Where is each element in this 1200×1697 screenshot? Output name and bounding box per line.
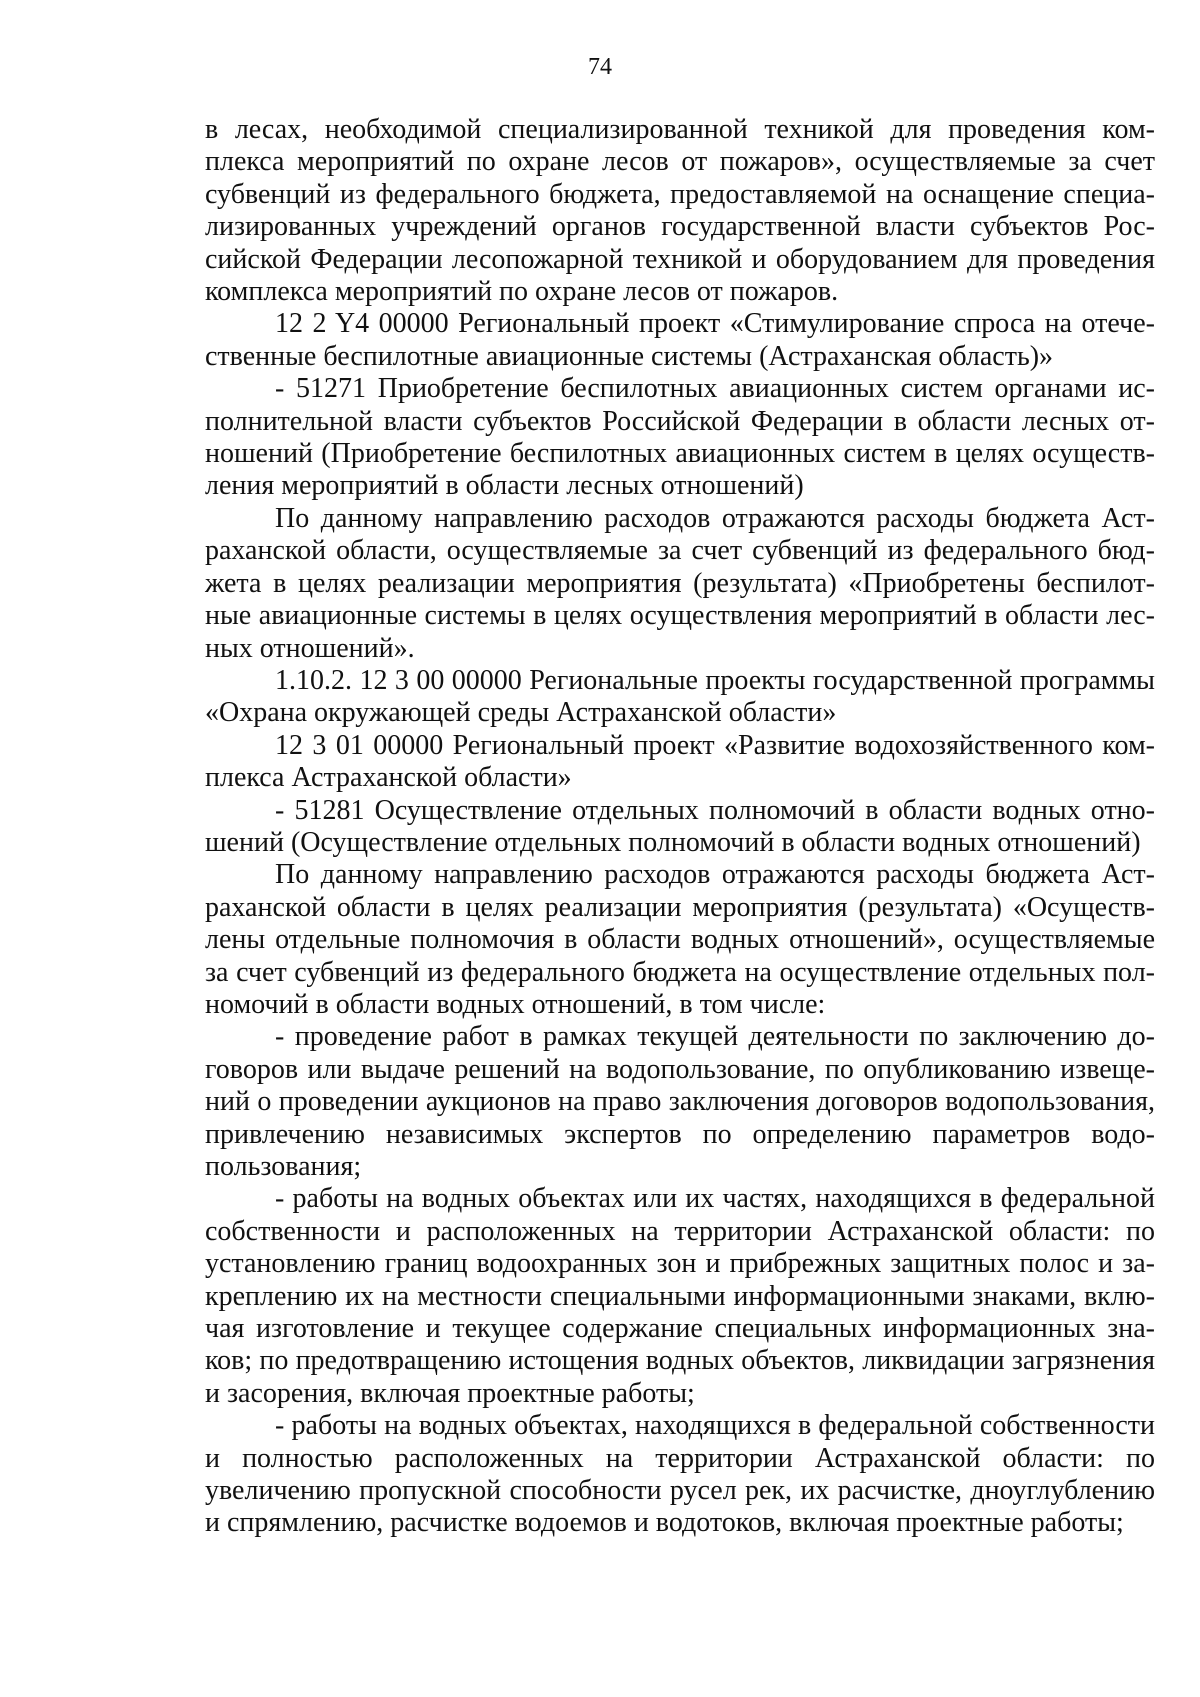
paragraph-8: По данному направлению расходов отражаются расходы бюджета Астраханской области в целях реализации мероприятия (результата) «Осуществлены отдельные полномочия в области водных отношений», осуществляемые за счет субвенций из федерального бюджета на осуществление отдельных полномочий в области водных отношений, в том числе: [205, 859, 1155, 1020]
paragraph-5: 1.10.2. 12 3 00 00000 Региональные проекты государственной программы «Охрана окружающей среды Астраханской области» [205, 664, 1155, 729]
paragraph-2: 12 2 Y4 00000 Региональный проект «Стимулирование спроса на отечественные беспилотные авиационные системы (Астраханская область)» [205, 308, 1155, 372]
paragraph-1: в лесах, необходимой специализированной техникой для проведения комплекса мероприятий по охране лесов от пожаров», осуществляемые за счет субвенций из федерального бюджета, предоставляемой на оснащение специализированных учреждений органов государственной власти субъектов Российской Федерации лесопожарной техникой и оборудованием для проведения комплекса мероприятий по охране лесов от пожаров. [205, 114, 1155, 308]
paragraph-10: - работы на водных объектах или их частях, находящихся в федеральной собственности и расположенных на территории Астраханской области: по установлению границ водоохранных зон и прибрежных защитных полос и закреплению их на местности специальными информационными знаками, включая изготовление и текущее содержание специальных информационных знаков; по предотвращению истощения водных объектов, ликвидации загрязнения и засорения, включая проектные работы; [205, 1183, 1155, 1409]
paragraph-11: - работы на водных объектах, находящихся в федеральной собственности и полностью расположенных на территории Астраханской области: по увеличению пропускной способности русел рек, их расчистке, дноуглублению и спрямлению, расчистке водоемов и водотоков, включая проектные работы; [205, 1410, 1155, 1539]
paragraph-7: - 51281 Осуществление отдельных полномочий в области водных отношений (Осуществление отдельных полномочий в области водных отношений) [205, 794, 1155, 858]
page-number: 74 [588, 54, 612, 80]
body-text [205, 114, 1155, 1540]
paragraph-9: - проведение работ в рамках текущей деятельности по заключению договоров или выдаче решений на водопользование, по опубликованию извещений о проведении аукционов на право заключения договоров водопользования, привлечению независимых экспертов по определению параметров водопользования; [205, 1021, 1155, 1182]
paragraph-6: 12 3 01 00000 Региональный проект «Развитие водохозяйственного комплекса Астраханской области» [205, 729, 1155, 794]
paragraph-4: По данному направлению расходов отражаются расходы бюджета Астраханской области, осуществляемые за счет субвенций из федерального бюджета в целях реализации мероприятия (результата) «Приобретены беспилотные авиационные системы в целях осуществления мероприятий в области лесных отношений». [205, 502, 1155, 664]
paragraph-3: - 51271 Приобретение беспилотных авиационных систем органами исполнительной власти субъектов Российской Федерации в области лесных отношений (Приобретение беспилотных авиационных систем в целях осуществления мероприятий в области лесных отношений) [205, 373, 1155, 502]
